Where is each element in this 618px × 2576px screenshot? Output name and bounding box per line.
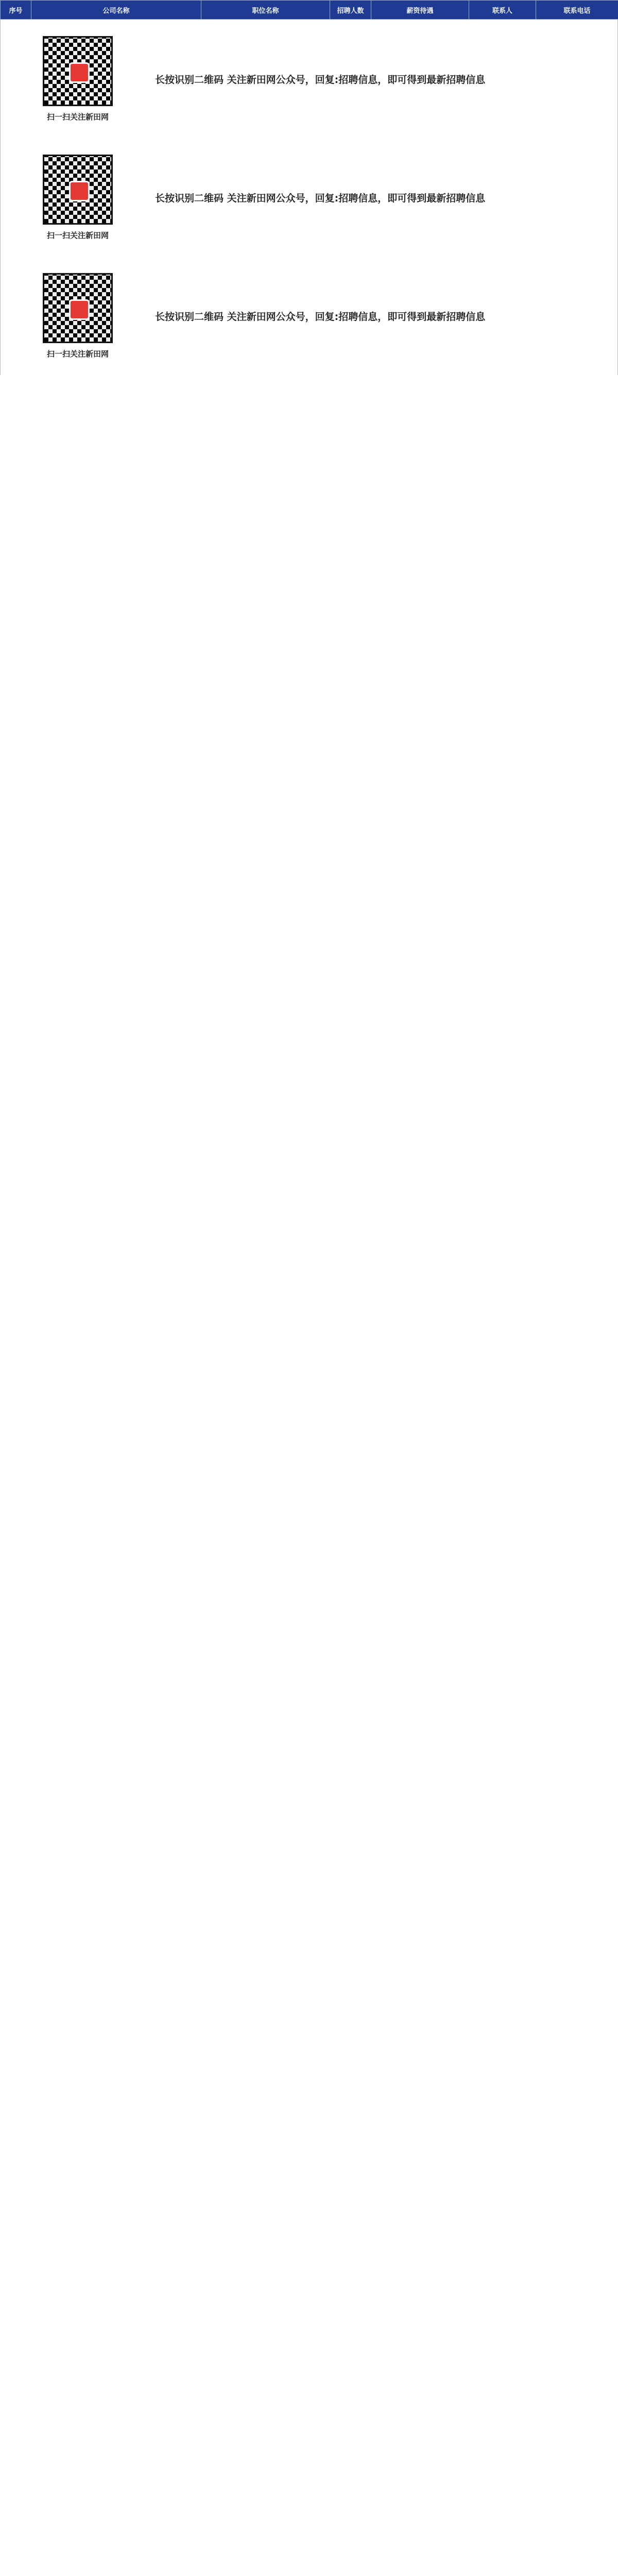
column-header-position: 职位名称 [201, 1, 330, 20]
column-header-phone: 联系电话 [536, 1, 618, 20]
column-header-company: 公司名称 [31, 1, 201, 20]
qr-code-icon[interactable] [43, 36, 113, 106]
brand-logo-icon [69, 299, 90, 320]
qr-caption: 扫一扫关注新田网 [46, 112, 109, 122]
qr-caption: 扫一扫关注新田网 [46, 230, 109, 240]
qr-promo-banner-3 [0, 257, 618, 375]
brand-logo-icon [69, 181, 90, 201]
qr-block [1, 36, 155, 122]
qr-code-icon[interactable] [43, 155, 113, 225]
qr-promo-banner-2 [0, 138, 618, 257]
promo-text: 长按识别二维码 关注新田网公众号，回复:招聘信息，即可得到最新招聘信息 [155, 74, 486, 86]
job-listing-page [0, 0, 618, 375]
job-table-header [0, 0, 618, 20]
column-header-contact: 联系人 [469, 1, 536, 20]
promo-text: 长按识别二维码 关注新田网公众号，回复:招聘信息，即可得到最新招聘信息 [155, 311, 486, 323]
table-header-row [1, 1, 618, 20]
qr-block [1, 273, 155, 359]
qr-caption: 扫一扫关注新田网 [46, 349, 109, 359]
column-header-headcount: 招聘人数 [330, 1, 371, 20]
column-header-salary: 薪资待遇 [371, 1, 469, 20]
brand-logo-icon [69, 62, 90, 83]
qr-block [1, 155, 155, 241]
column-header-index: 序号 [1, 1, 31, 20]
promo-text: 长按识别二维码 关注新田网公众号，回复:招聘信息，即可得到最新招聘信息 [155, 192, 486, 204]
qr-promo-banner-1 [0, 20, 618, 138]
qr-code-icon[interactable] [43, 273, 113, 343]
